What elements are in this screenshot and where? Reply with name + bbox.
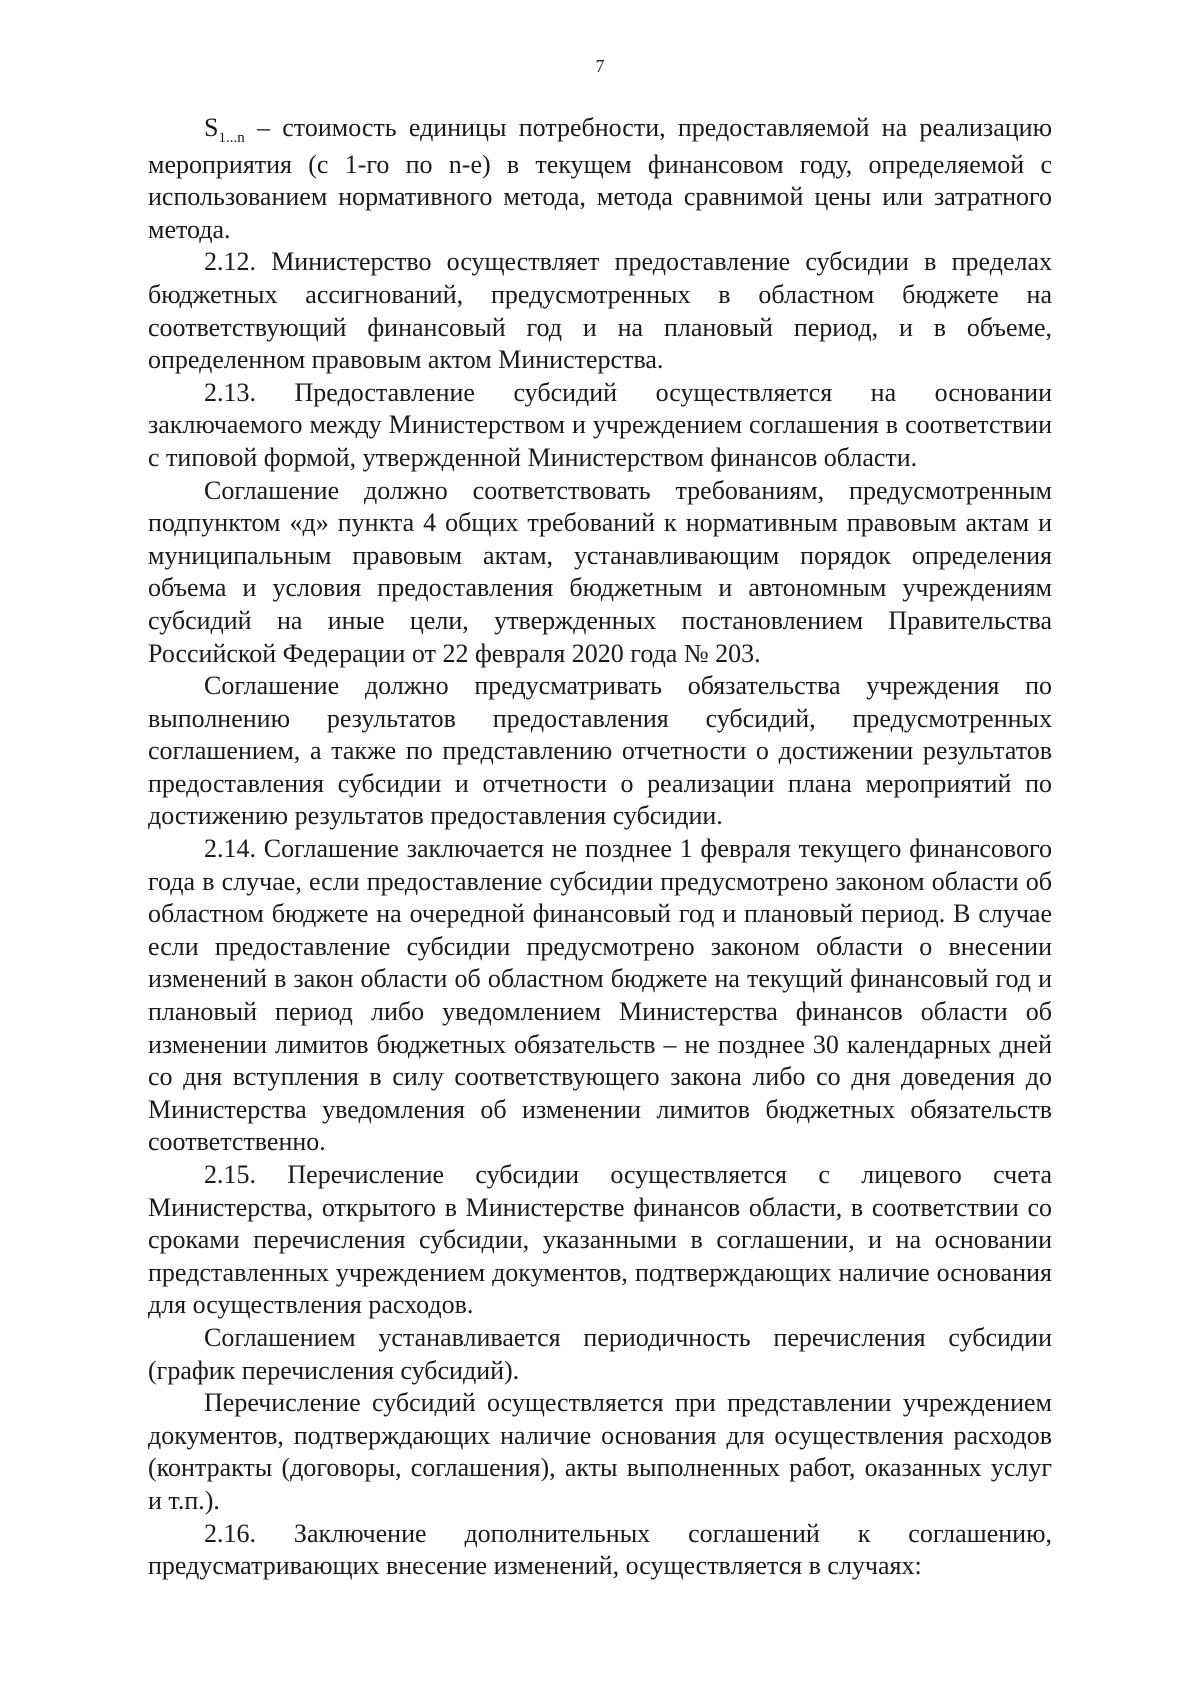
paragraph-cost-definition (148, 112, 1052, 246)
document-body (148, 112, 1052, 1583)
formula-subscript: 1...n (218, 130, 245, 146)
paragraph-text: – стоимость единицы потребности, предоставляемой на реализацию мероприятия (с 1-го по n-е) в текущем финансовом году, определяемой с использованием нормативного метода, метода сравнимой цены или затратного метода. (148, 113, 1052, 244)
paragraph-transfer-schedule: Соглашением устанавливается периодичность перечисления субсидии (график перечисления субсидий). (148, 1322, 1052, 1385)
paragraph-agreement-requirements: Соглашение должно соответствовать требованиям, предусмотренным подпунктом «д» пункта 4 общих требований к нормативным правовым актам и муниципальным правовым актам, устанавливающим порядок определения объема и условия предоставления бюджетным и автономным учреждениям субсидий на иные цели, утвержденных постановлением Правительства Российской Федерации от 22 февраля 2020 года № 203. (148, 475, 1052, 668)
formula-symbol: S (204, 113, 219, 142)
paragraph-2-15: 2.15. Перечисление субсидии осуществляется с лицевого счета Министерства, открытого в Министерстве финансов области, в соответствии со сроками перечисления субсидии, указанными в соглашении, и на основании представленных учреждением документов, подтверждающих наличие основания для осуществления расходов. (148, 1160, 1052, 1320)
paragraph-2-14: 2.14. Соглашение заключается не позднее 1 февраля текущего финансового года в случае, если предоставление субсидии предусмотрено законом области об областном бюджете на очередной финансовый год и плановый период. В случае если предоставление субсидии предусмотрено законом области о внесении изменений в закон области об областном бюджете на текущий финансовый год и плановый период либо уведомлением Министерства финансов области об изменении лимитов бюджетных обязательств – не позднее 30 календарных дней со дня вступления в силу соответствующего закона либо со дня доведения до Министерства уведомления об изменении лимитов бюджетных обязательств соответственно. (148, 834, 1052, 1157)
paragraph-agreement-obligations: Соглашение должно предусматривать обязательства учреждения по выполнению результатов предоставления субсидий, предусмотренных соглашением, а также по представлению отчетности о достижении результатов предоставления субсидии и отчетности о реализации плана мероприятий по достижению результатов предоставления субсидии. (148, 671, 1052, 831)
paragraph-2-16: 2.16. Заключение дополнительных соглашений к соглашению, предусматривающих внесение изменений, осуществляется в случаях: (148, 1518, 1052, 1581)
paragraph-transfer-documents: Перечисление субсидий осуществляется при представлении учреждением документов, подтверждающих наличие основания для осуществления расходов (контракты (договоры, соглашения), акты выполненных работ, оказанных услуг и т.п.). (148, 1388, 1052, 1515)
paragraph-2-13: 2.13. Предоставление субсидий осуществляется на основании заключаемого между Министерством и учреждением соглашения в соответствии с типовой формой, утвержденной Министерством финансов области. (148, 377, 1052, 472)
paragraph-2-12: 2.12. Министерство осуществляет предоставление субсидии в пределах бюджетных ассигнований, предусмотренных в областном бюджете на соответствующий финансовый год и на плановый период, и в объеме, определенном правовым актом Министерства. (148, 247, 1052, 375)
page-number: 7 (595, 56, 605, 76)
